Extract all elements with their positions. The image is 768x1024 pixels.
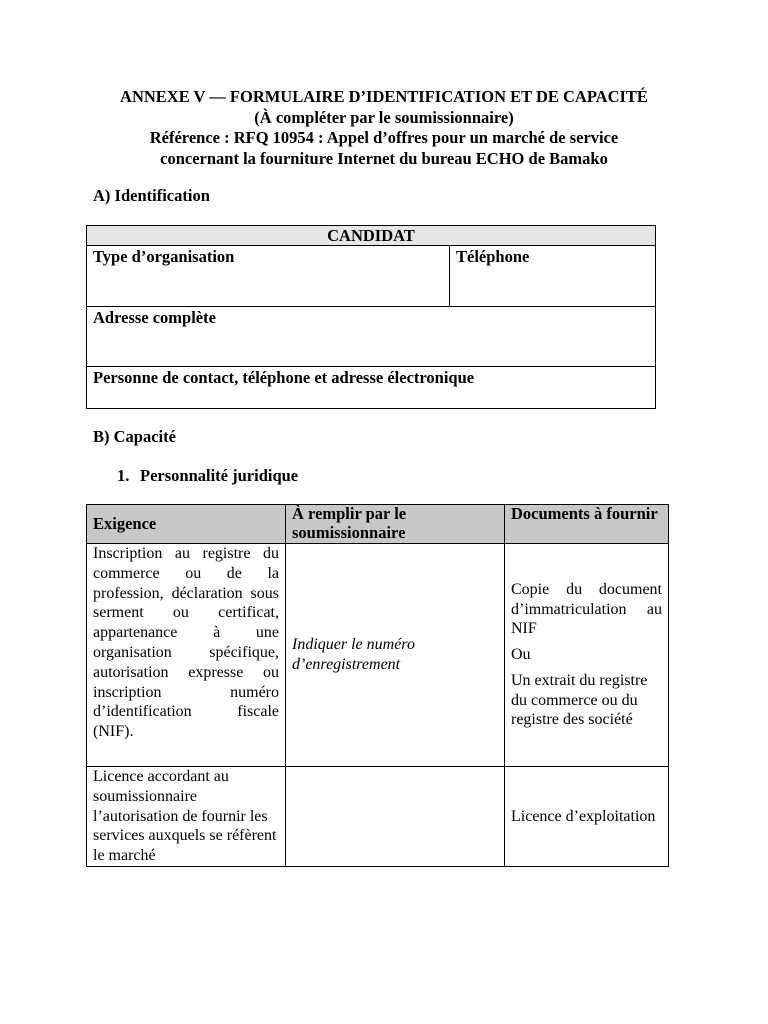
subsection-legal-personality [117,466,298,487]
contact-field[interactable] [87,367,656,409]
column-header-remplir: À remplir par le soumissionnaire [286,505,505,544]
address-label: Adresse complète [93,308,216,327]
capacity-table [86,504,669,867]
candidat-table-title: CANDIDAT [87,226,656,246]
section-a-heading: A) Identification [93,186,210,205]
annex-subtitle: (À compléter par le soumissionnaire) [254,107,514,127]
document-header [0,87,768,169]
address-field[interactable] [87,307,656,367]
reference-line: Référence : RFQ 10954 : Appel d’offres pour un marché de service [149,128,619,147]
exigence-cell: Inscription au registre du commerce ou de la profession, déclaration sous serment ou certificat, appartenance à une organisation spécifique, autorisation expresse ou inscription numéro d’identification fiscale (NIF). [87,544,286,767]
subsection-title: Personnalité juridique [140,466,299,485]
remplir-cell[interactable] [286,544,505,767]
document-item: Copie du document d’immatriculation au NIF [511,580,662,638]
documents-cell [505,767,669,867]
telephone-field[interactable] [450,246,656,307]
remplir-hint: Indiquer le numéro d’enregistrement [292,636,415,673]
documents-cell [505,544,669,767]
column-header-exigence: Exigence [87,505,286,544]
table-row [87,767,669,867]
exigence-cell: Licence accordant au soumissionnaire l’autorisation de fournir les services auxquels se réfèrent le marché [87,767,286,867]
document-item: Un extrait du registre du commerce ou du registre des société [511,671,648,729]
document-item: Ou [511,646,531,664]
contact-label: Personne de contact, téléphone et adresse électronique [93,368,475,387]
section-b-heading: B) Capacité [93,427,176,446]
telephone-label: Téléphone [456,247,530,266]
remplir-cell[interactable] [286,767,505,867]
type-organisation-label: Type d’organisation [93,247,235,266]
table-row [87,544,669,767]
subsection-number: 1. [117,466,130,485]
candidat-table [86,225,656,409]
reference-line-continued: concernant la fourniture Internet du bureau ECHO de Bamako [160,148,608,168]
document-item: Licence d’exploitation [511,807,656,825]
annex-title: ANNEXE V — FORMULAIRE D’IDENTIFICATION ET DE CAPACITÉ [120,87,648,106]
column-header-documents: Documents à fournir [505,505,669,544]
type-organisation-field[interactable] [87,246,450,307]
